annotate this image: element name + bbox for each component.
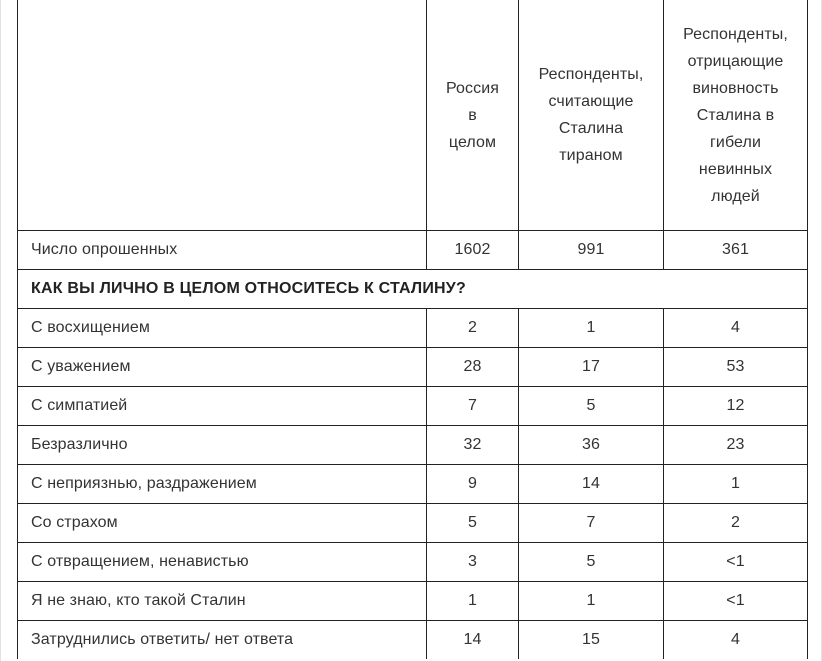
section-title-row — [18, 270, 808, 309]
row-label: С восхищением — [18, 309, 427, 348]
value-tyrant: 1 — [519, 582, 664, 621]
value-russia: 3 — [427, 543, 519, 582]
value-russia: 5 — [427, 504, 519, 543]
value-russia: 28 — [427, 348, 519, 387]
section-title: КАК ВЫ ЛИЧНО В ЦЕЛОМ ОТНОСИТЕСЬ К СТАЛИНУ? — [18, 270, 808, 309]
value-deny: 23 — [664, 426, 808, 465]
value-russia: 1602 — [427, 231, 519, 270]
value-russia: 7 — [427, 387, 519, 426]
value-deny: <1 — [664, 582, 808, 621]
value-tyrant: 36 — [519, 426, 664, 465]
value-tyrant: 15 — [519, 621, 664, 660]
row-label: С неприязнью, раздражением — [18, 465, 427, 504]
row-label: С уважением — [18, 348, 427, 387]
table-row — [18, 543, 808, 582]
value-deny: 361 — [664, 231, 808, 270]
value-deny: 4 — [664, 309, 808, 348]
value-tyrant: 5 — [519, 387, 664, 426]
row-label: Безразлично — [18, 426, 427, 465]
table-row — [18, 582, 808, 621]
header-line: отрицающие — [687, 52, 784, 70]
header-line: виновность — [692, 79, 779, 97]
row-label: Со страхом — [18, 504, 427, 543]
value-tyrant: 7 — [519, 504, 664, 543]
table-row — [18, 504, 808, 543]
value-tyrant: 1 — [519, 309, 664, 348]
row-label: Число опрошенных — [18, 231, 427, 270]
value-tyrant: 17 — [519, 348, 664, 387]
header-line: невинных — [698, 160, 773, 178]
header-line: Сталина — [558, 120, 624, 137]
value-deny: 4 — [664, 621, 808, 660]
header-line: Сталина в — [696, 106, 775, 124]
header-line: считающие — [548, 93, 634, 110]
header-deny-guilt — [664, 0, 808, 231]
header-russia-overall — [427, 0, 519, 231]
value-tyrant: 991 — [519, 231, 664, 270]
table-row — [18, 621, 808, 660]
value-deny: 1 — [664, 465, 808, 504]
value-russia: 14 — [427, 621, 519, 660]
row-label: Я не знаю, кто такой Сталин — [18, 582, 427, 621]
header-consider-tyrant — [519, 0, 664, 231]
table-header-row — [18, 0, 808, 231]
header-line: целом — [448, 133, 497, 151]
value-russia: 1 — [427, 582, 519, 621]
header-corner-cell — [18, 0, 427, 231]
row-label: С отвращением, ненавистью — [18, 543, 427, 582]
header-line: гибели — [710, 133, 761, 151]
value-russia: 9 — [427, 465, 519, 504]
respondents-row — [18, 231, 808, 270]
value-deny: 12 — [664, 387, 808, 426]
value-tyrant: 14 — [519, 465, 664, 504]
header-line: в — [468, 106, 477, 124]
row-label: С симпатией — [18, 387, 427, 426]
table-row — [18, 465, 808, 504]
row-label: Затруднились ответить/ нет ответа — [18, 621, 427, 660]
value-tyrant: 5 — [519, 543, 664, 582]
value-deny: 2 — [664, 504, 808, 543]
value-deny: 53 — [664, 348, 808, 387]
table-row — [18, 426, 808, 465]
header-line: тираном — [559, 147, 623, 164]
header-line: людей — [711, 187, 760, 205]
table-row — [18, 309, 808, 348]
value-russia: 32 — [427, 426, 519, 465]
table-row — [18, 348, 808, 387]
value-russia: 2 — [427, 309, 519, 348]
table-row — [18, 387, 808, 426]
header-line: Респонденты, — [538, 66, 644, 83]
header-line: Респонденты, — [683, 25, 788, 43]
survey-table — [17, 0, 808, 659]
header-line: Россия — [445, 79, 500, 97]
value-deny: <1 — [664, 543, 808, 582]
